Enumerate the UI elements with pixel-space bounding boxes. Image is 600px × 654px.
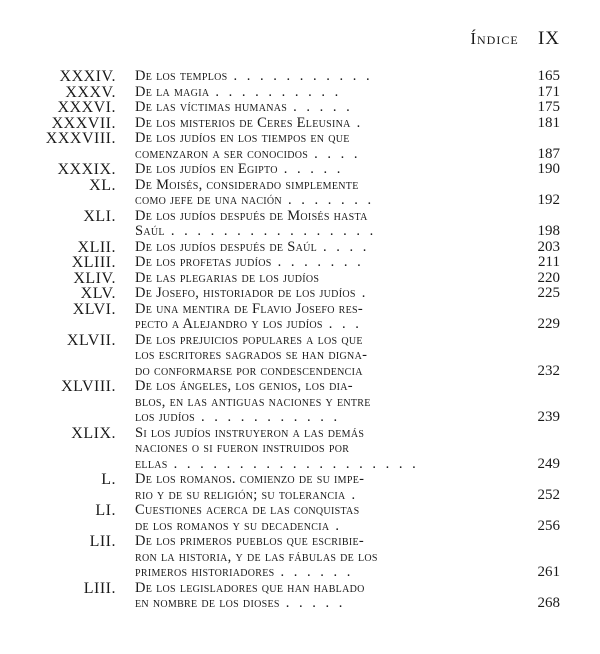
toc-line xyxy=(0,255,600,271)
page-number: 229 xyxy=(537,316,560,332)
toc-entry xyxy=(0,255,600,271)
toc-line xyxy=(0,302,600,318)
toc-line xyxy=(0,240,600,256)
dot-leader: . xyxy=(335,518,342,534)
dot-leader: . . . . . . . . . . xyxy=(215,84,342,100)
chapter-title-line xyxy=(135,534,465,550)
chapter-title-text: De las víctimas humanas xyxy=(135,100,288,115)
chapter-numeral: LI. xyxy=(95,502,116,519)
page-number: 187 xyxy=(537,145,560,162)
chapter-title-text: De los templos xyxy=(135,69,228,84)
toc-line xyxy=(0,410,600,426)
chapter-title-text: Saúl xyxy=(135,224,165,239)
toc-line xyxy=(0,131,600,147)
chapter-title-line xyxy=(135,410,465,426)
toc-line xyxy=(0,116,600,132)
toc-entry xyxy=(0,333,600,380)
chapter-title-text: De una mentira de Flavio Josefo res- xyxy=(135,301,364,317)
page-number: 211 xyxy=(538,254,560,270)
chapter-title-text: Cuestiones acerca de las conquistas xyxy=(135,503,360,518)
chapter-title-text: pecto a Alejandro y los judíos xyxy=(135,317,323,332)
toc-line xyxy=(0,333,600,349)
dot-leader: . . . . xyxy=(314,146,361,162)
chapter-numeral: XXXIV. xyxy=(59,68,116,85)
page-number: 171 xyxy=(537,83,560,100)
chapter-title-line xyxy=(135,131,465,147)
toc-line xyxy=(0,286,600,302)
dot-leader: . . . . . xyxy=(283,162,344,177)
chapter-title-line xyxy=(135,85,465,101)
toc-line xyxy=(0,364,600,380)
chapter-numeral: XLVIII. xyxy=(61,378,116,395)
toc-entry xyxy=(0,178,600,209)
toc-line xyxy=(0,472,600,488)
toc-entry xyxy=(0,503,600,534)
toc-entry xyxy=(0,534,600,581)
page-number: 192 xyxy=(537,192,560,208)
chapter-numeral: XXXVIII. xyxy=(45,130,116,147)
toc-line xyxy=(0,565,600,581)
toc-line xyxy=(0,379,600,395)
chapter-numeral: XLVI. xyxy=(72,300,116,318)
toc-entry xyxy=(0,379,600,426)
dot-leader: . . . xyxy=(328,317,362,332)
toc-entry xyxy=(0,302,600,333)
toc-entry xyxy=(0,209,600,240)
table-of-contents xyxy=(0,69,600,612)
page-number: 165 xyxy=(537,68,560,84)
chapter-title-line xyxy=(135,100,465,116)
chapter-numeral: XLV. xyxy=(80,285,116,302)
dot-leader: . . . . . . . . . . . . . . . . xyxy=(170,224,377,239)
toc-entry xyxy=(0,85,600,101)
chapter-title-line xyxy=(135,488,465,504)
chapter-title-line xyxy=(135,550,465,566)
toc-line xyxy=(0,457,600,473)
toc-line xyxy=(0,193,600,209)
chapter-title-text: blos, en las antiguas naciones y entre xyxy=(135,394,371,410)
dot-leader xyxy=(319,271,325,286)
toc-line xyxy=(0,69,600,85)
chapter-title-text: como jefe de una nación xyxy=(135,193,282,208)
chapter-numeral: XLIX. xyxy=(71,424,116,442)
dot-leader: . . . . . . xyxy=(280,565,354,580)
chapter-title-line xyxy=(135,503,465,519)
chapter-numeral: XXXVII. xyxy=(51,114,116,132)
toc-line xyxy=(0,550,600,566)
chapter-title-text: comenzaron a ser conocidos xyxy=(135,146,309,162)
chapter-title-line xyxy=(135,240,465,256)
chapter-title-text: ron la historia, y de las fábulas de los xyxy=(135,549,378,565)
chapter-title-text: De las plegarias de los judíos xyxy=(135,270,320,286)
toc-line xyxy=(0,426,600,442)
toc-line xyxy=(0,348,600,364)
chapter-title-line xyxy=(135,348,465,364)
toc-line xyxy=(0,519,600,535)
chapter-title-line xyxy=(135,364,465,380)
page-number: 268 xyxy=(537,595,560,611)
toc-entry xyxy=(0,100,600,116)
running-header xyxy=(470,28,560,50)
dot-leader: . . . . . xyxy=(293,100,353,115)
toc-line xyxy=(0,441,600,457)
chapter-title-line xyxy=(135,193,465,209)
toc-entry xyxy=(0,240,600,256)
page-number: 256 xyxy=(537,517,560,534)
page-number: 203 xyxy=(537,238,560,255)
toc-line xyxy=(0,162,600,178)
dot-leader xyxy=(363,364,369,379)
chapter-numeral: XXXIX. xyxy=(57,161,116,178)
chapter-numeral: XLIII. xyxy=(71,254,116,271)
chapter-title-line xyxy=(135,565,465,581)
chapter-title-line xyxy=(135,224,465,240)
toc-line xyxy=(0,178,600,194)
chapter-title-line xyxy=(135,116,465,132)
chapter-title-text: De los legisladores que han hablado xyxy=(135,580,365,596)
dot-leader: . . . . . . . . . . . xyxy=(200,410,341,425)
chapter-title-text: De los judíos en los tiempos en que xyxy=(135,131,350,146)
page-number: 225 xyxy=(537,285,560,301)
chapter-title-line xyxy=(135,317,465,333)
toc-line xyxy=(0,488,600,504)
chapter-title-line xyxy=(135,271,465,287)
chapter-title-line xyxy=(135,426,465,442)
dot-leader: . . . . . . . . . . . . . . . . . . . xyxy=(173,456,419,472)
toc-entry xyxy=(0,69,600,85)
chapter-title-text: De los romanos. comienzo de su impe- xyxy=(135,472,365,487)
chapter-title-text: de los romanos y su decadencia xyxy=(135,518,330,534)
toc-entry xyxy=(0,116,600,132)
toc-entry xyxy=(0,472,600,503)
toc-entry xyxy=(0,131,600,162)
toc-line xyxy=(0,209,600,225)
chapter-title-text: De los judíos después de Moisés hasta xyxy=(135,208,368,224)
chapter-title-text: De los profetas judíos xyxy=(135,255,272,270)
toc-entry xyxy=(0,162,600,178)
page-folio: IX xyxy=(537,28,560,49)
chapter-title-text: De los ángeles, los genios, los dia- xyxy=(135,379,353,394)
chapter-title-line xyxy=(135,302,465,318)
toc-line xyxy=(0,85,600,101)
chapter-title-text: en nombre de los dioses xyxy=(135,596,280,611)
chapter-title-text: rio y de su religión; su tolerancia xyxy=(135,487,346,503)
toc-entry xyxy=(0,426,600,473)
page-number: 175 xyxy=(537,99,560,115)
chapter-title-text: De los misterios de Ceres Eleusina xyxy=(135,115,351,131)
toc-line xyxy=(0,534,600,550)
page-number: 181 xyxy=(537,114,560,131)
toc-line xyxy=(0,224,600,240)
chapter-title-text: los judíos xyxy=(135,410,195,425)
chapter-title-text: De los primeros pueblos que escribie- xyxy=(135,534,364,549)
toc-line xyxy=(0,581,600,597)
toc-line xyxy=(0,395,600,411)
chapter-title-line xyxy=(135,333,465,349)
chapter-title-text: De la magia xyxy=(135,84,210,100)
chapter-title-line xyxy=(135,209,465,225)
chapter-numeral: LIII. xyxy=(83,579,116,597)
chapter-title-line xyxy=(135,255,465,271)
chapter-title-text: De los prejuicios populares a los que xyxy=(135,332,363,348)
chapter-numeral: XL. xyxy=(89,176,116,194)
dot-leader: . . . . . xyxy=(285,596,346,611)
chapter-title-line xyxy=(135,472,465,488)
toc-line xyxy=(0,503,600,519)
chapter-title-line xyxy=(135,379,465,395)
chapter-title-line xyxy=(135,596,465,612)
chapter-title-text: ellas xyxy=(135,456,168,472)
page-number: 190 xyxy=(537,161,560,177)
chapter-numeral: XLVII. xyxy=(66,331,116,349)
toc-entry xyxy=(0,581,600,612)
chapter-title-text: do conformarse por condescendencia xyxy=(135,363,363,379)
dot-leader: . . . . . . . xyxy=(277,255,364,270)
chapter-title-line xyxy=(135,395,465,411)
page-number: 198 xyxy=(537,223,560,239)
chapter-title-line xyxy=(135,441,465,457)
chapter-title-line xyxy=(135,162,465,178)
header-title: Índice xyxy=(470,29,519,48)
chapter-title-line xyxy=(135,286,465,302)
toc-line xyxy=(0,100,600,116)
dot-leader: . . . . xyxy=(323,239,370,255)
dot-leader: . xyxy=(361,286,369,301)
dot-leader: . xyxy=(351,487,359,503)
chapter-numeral: LII. xyxy=(89,533,116,550)
chapter-numeral: XLIV. xyxy=(73,269,116,287)
dot-leader: . . . . . . . xyxy=(287,193,375,208)
chapter-title-line xyxy=(135,147,465,163)
toc-line xyxy=(0,271,600,287)
toc-entry xyxy=(0,271,600,287)
chapter-title-text: De Josefo, historiador de los judíos xyxy=(135,286,356,301)
page-number: 249 xyxy=(537,455,560,472)
toc-entry xyxy=(0,286,600,302)
chapter-title-line xyxy=(135,457,465,473)
dot-leader: . . . . . . . . . . . xyxy=(233,69,373,84)
chapter-numeral: XLI. xyxy=(83,207,116,225)
page-number: 261 xyxy=(537,564,560,580)
chapter-numeral: L. xyxy=(101,471,116,488)
chapter-title-text: primeros historiadores xyxy=(135,565,275,580)
chapter-title-text: Si los judíos instruyeron a las demás xyxy=(135,425,365,441)
toc-line xyxy=(0,147,600,163)
page-number: 232 xyxy=(537,362,560,379)
page-number: 239 xyxy=(537,409,560,425)
chapter-title-line xyxy=(135,581,465,597)
page-number: 220 xyxy=(537,269,560,286)
chapter-title-text: De Moisés, considerado simplemente xyxy=(135,177,359,193)
chapter-numeral: XLII. xyxy=(77,238,116,256)
chapter-title-line xyxy=(135,519,465,535)
chapter-title-text: los escritores sagrados se han digna- xyxy=(135,348,368,363)
page-number: 252 xyxy=(537,486,560,503)
chapter-numeral: XXXV. xyxy=(65,83,116,101)
dot-leader: . xyxy=(356,115,364,131)
chapter-title-text: De los judíos después de Saúl xyxy=(135,239,318,255)
toc-line xyxy=(0,317,600,333)
chapter-title-text: De los judíos en Egipto xyxy=(135,162,278,177)
chapter-title-line xyxy=(135,69,465,85)
chapter-title-line xyxy=(135,178,465,194)
toc-line xyxy=(0,596,600,612)
chapter-numeral: XXXVI. xyxy=(57,99,116,116)
chapter-title-text: naciones o si fueron instruidos por xyxy=(135,441,350,456)
